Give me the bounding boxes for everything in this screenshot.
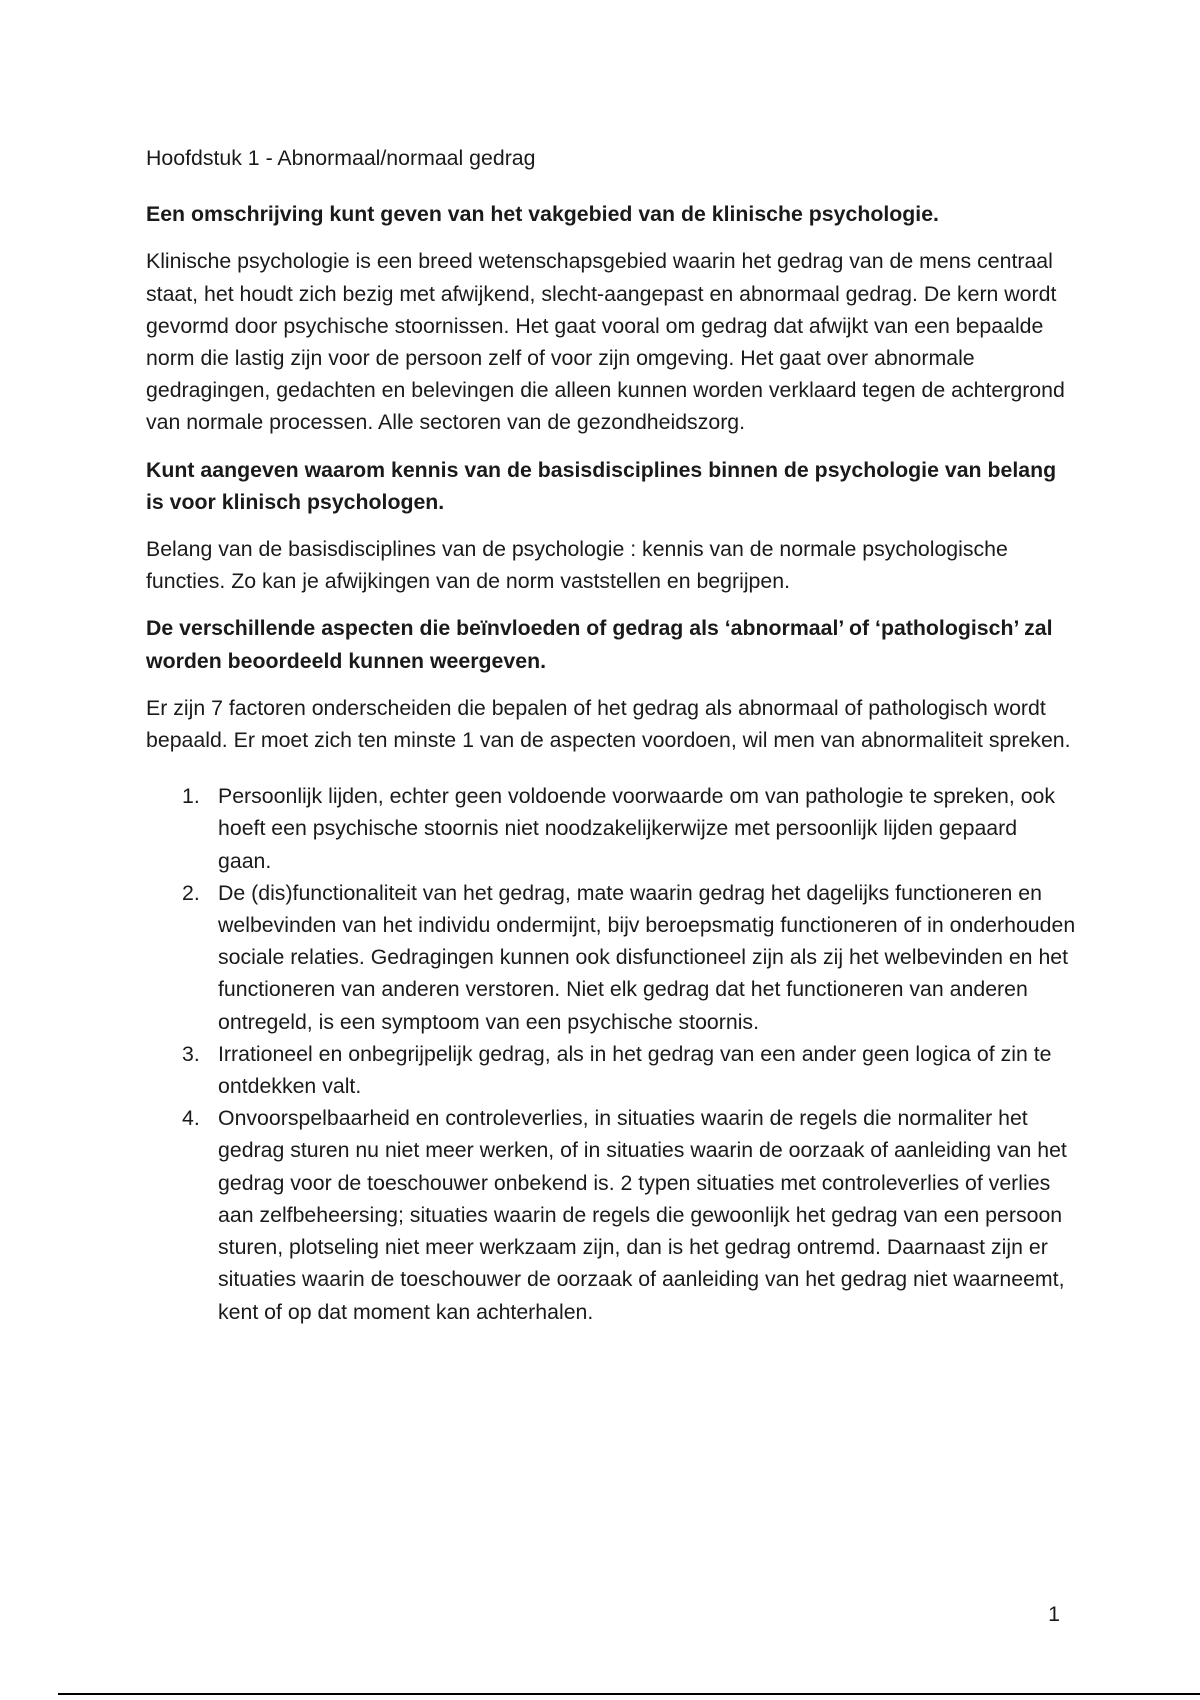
section-paragraph-3: Er zijn 7 factoren onderscheiden die bepalen of het gedrag als abnormaal of pathologisch wordt bepaald. Er moet zich ten minste 1 van de aspecten voordoen, wil men van abnormaliteit spreken. <box>146 695 1071 753</box>
aspects-list <box>146 780 1076 1327</box>
footer-divider <box>58 1693 1200 1695</box>
list-item: Onvoorspelbaarheid en controleverlies, in situaties waarin de regels die normaliter het gedrag sturen nu niet meer werken, of in situaties waarin de oorzaak of aanleiding van het gedrag voor de toeschouwer onbekend is. 2 typen situaties met controleverlies of verlies aan zelfbeheersing; situaties waarin de regels die gewoonlijk het gedrag van een persoon sturen, plotseling niet meer werkzaam zijn, dan is het gedrag ontremd. Daarnaast zijn er situaties waarin de toeschouwer de oorzaak of aanleiding van het gedrag niet waarneemt, kent of op dat moment kan achterhalen. <box>218 1106 1067 1324</box>
document-title: Hoofdstuk 1 - Abnormaal/normaal gedrag <box>146 146 536 170</box>
section-paragraph-2: Belang van de basisdisciplines van de psychologie : kennis van de normale psychologische functies. Zo kan je afwijkingen van de norm vaststellen en begrijpen. <box>146 537 1008 594</box>
list-item: De (dis)functionaliteit van het gedrag, mate waarin gedrag het dagelijks functioneren en welbevinden van het individu ondermijnt, bijv beroepsmatig functioneren of in onderhouden sociale relaties. Gedragingen kunnen ook disfunctioneel zijn als zij het welbevinden en het functioneren van anderen verstoren. Niet elk gedrag dat het functioneren van anderen ontregeld, is een symptoom van een psychische stoornis. <box>218 880 1076 1034</box>
list-item: Persoonlijk lijden, echter geen voldoende voorwaarde om van pathologie te spreken, ook hoeft een psychische stoornis niet noodzakelijkerwijze met persoonlijk lijden gepaard gaan. <box>218 784 1056 873</box>
section-heading-3: De verschillende aspecten die beïnvloeden of gedrag als ‘abnormaal’ of ‘pathologisch’ zal worden beoordeeld kunnen weergeven. <box>146 616 1053 673</box>
section-heading-1: Een omschrijving kunt geven van het vakgebied van de klinische psychologie. <box>146 202 939 227</box>
page-number: 1 <box>1048 1602 1060 1626</box>
list-item: Irrationeel en onbegrijpelijk gedrag, als in het gedrag van een ander geen logica of zin te ontdekken valt. <box>218 1041 1052 1099</box>
section-paragraph-1: Klinische psychologie is een breed wetenschapsgebied waarin het gedrag van de mens centraal staat, het houdt zich bezig met afwijkend, slecht-aangepast en abnormaal gedrag. De kern wordt gevormd door psychische stoornissen. Het gaat vooral om gedrag dat afwijkt van een bepaalde norm die lastig zijn voor de persoon zelf of voor zijn omgeving. Het gaat over abnormale gedragingen, gedachten en belevingen die alleen kunnen worden verklaard tegen de achtergrond van normale processen. Alle sectoren van de gezondheidszorg. <box>146 249 1065 435</box>
section-heading-2: Kunt aangeven waarom kennis van de basisdisciplines binnen de psychologie van belang is voor klinisch psychologen. <box>146 457 1057 514</box>
document-page <box>146 142 1076 1328</box>
